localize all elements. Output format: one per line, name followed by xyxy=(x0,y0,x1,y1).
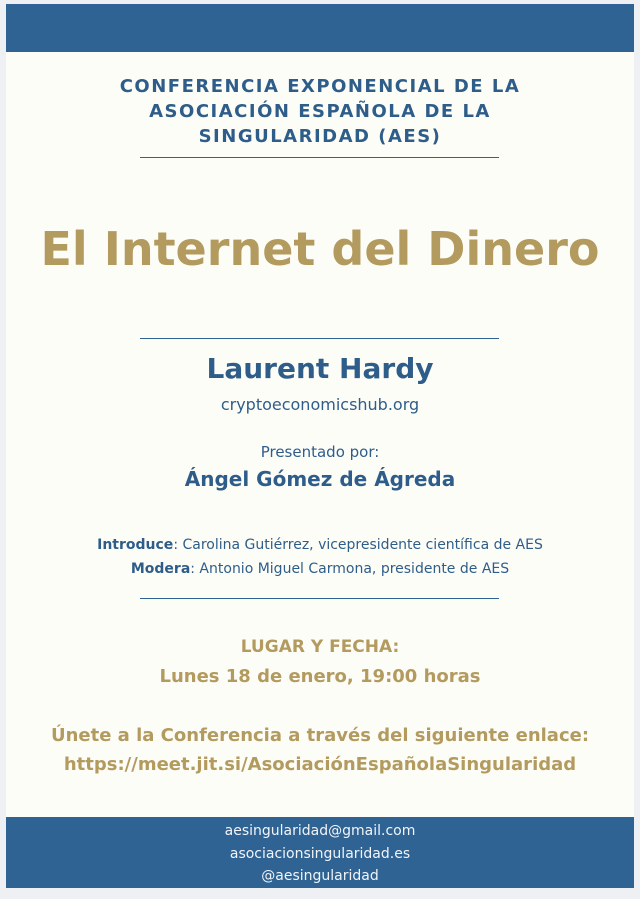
join-label: Únete a la Conferencia a través del siguiente enlace: xyxy=(50,725,590,746)
footer-contacts xyxy=(0,820,640,888)
divider xyxy=(140,338,499,339)
event-date: Lunes 18 de enero, 19:00 horas xyxy=(159,666,481,687)
org-line: ASOCIACIÓN ESPAÑOLA DE LA xyxy=(149,101,491,122)
role-text: : Carolina Gutiérrez, vicepresidente científica de AES xyxy=(173,537,543,553)
role-label: Modera xyxy=(130,561,191,577)
intro-line xyxy=(0,537,640,553)
role-label: Introduce xyxy=(97,537,174,553)
org-heading xyxy=(0,74,640,149)
moderator-line xyxy=(0,561,640,577)
divider xyxy=(140,157,499,158)
presenter-name: Ángel Gómez de Ágreda xyxy=(184,467,456,491)
footer-website[interactable]: asociacionsingularidad.es xyxy=(229,845,411,862)
speaker-site[interactable]: cryptoeconomicshub.org xyxy=(220,395,420,414)
venue-label: LUGAR Y FECHA: xyxy=(240,637,400,657)
footer-handle[interactable]: @aesingularidad xyxy=(261,868,379,884)
org-line: SINGULARIDAD (AES) xyxy=(198,126,442,147)
header-bar xyxy=(6,4,634,52)
org-line: CONFERENCIA EXPONENCIAL DE LA xyxy=(119,76,521,97)
event-title: El Internet del Dinero xyxy=(40,222,600,276)
divider xyxy=(140,598,499,599)
role-text: : Antonio Miguel Carmona, presidente de AES xyxy=(190,561,510,577)
join-link[interactable]: https://meet.jit.si/AsociaciónEspañolaSingularidad xyxy=(63,754,577,775)
speaker-name: Laurent Hardy xyxy=(206,352,434,385)
footer-email[interactable]: aesingularidad@gmail.com xyxy=(224,823,416,839)
presenter-label: Presentado por: xyxy=(260,443,380,461)
